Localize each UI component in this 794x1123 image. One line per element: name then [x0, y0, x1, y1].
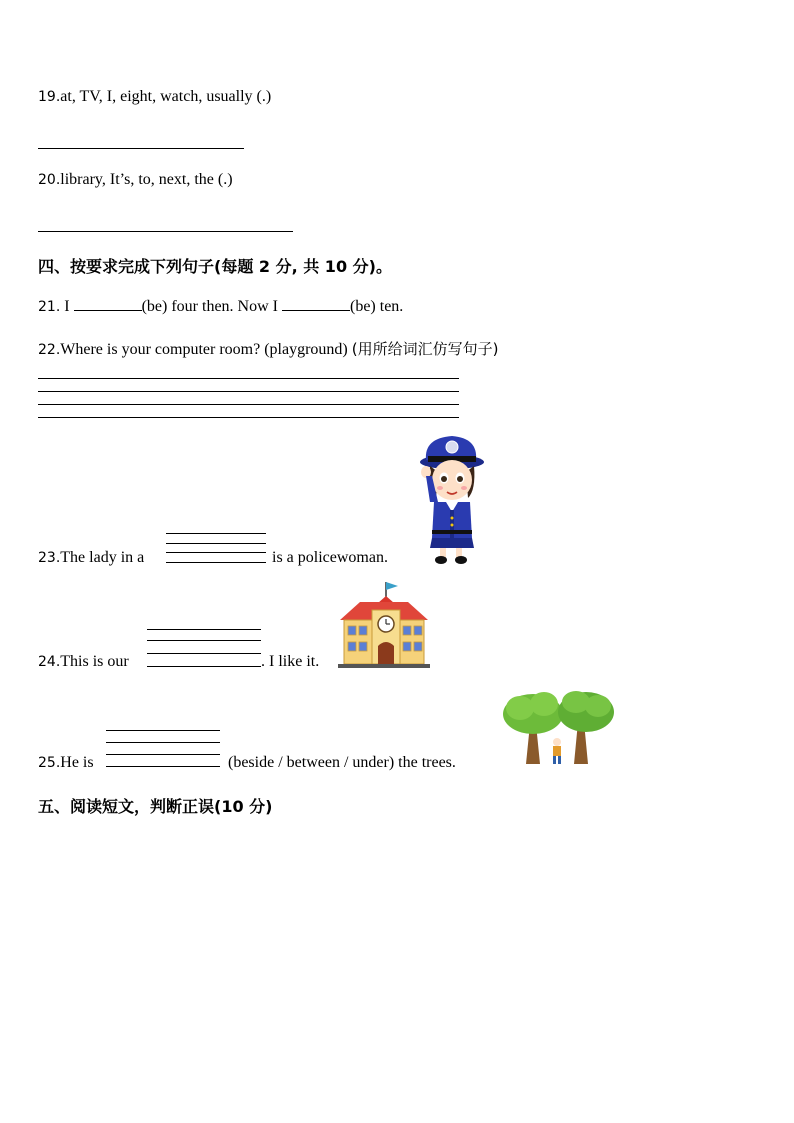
question-text-before: The lady in a	[60, 549, 145, 566]
question-23	[38, 549, 144, 567]
question-22	[38, 338, 498, 359]
question-text-part1: I	[60, 298, 74, 315]
answer-lines-23[interactable]	[166, 530, 266, 564]
question-hint: (用所给词汇仿写句子)	[351, 340, 499, 358]
question-number: 25.	[38, 755, 61, 771]
trees-with-boy-image	[500, 688, 616, 768]
section-5-heading: 五、阅读短文，判断正误(10 分)	[38, 797, 273, 816]
answer-line-19[interactable]	[38, 148, 244, 149]
question-text-before: This is our	[60, 653, 129, 670]
question-number: 24.	[38, 654, 61, 670]
answer-line-22b[interactable]	[38, 391, 459, 392]
question-text: at, TV, I, eight, watch, usually (.)	[60, 88, 272, 105]
question-number: 23.	[38, 550, 61, 566]
policewoman-image	[410, 432, 488, 566]
question-25-after: (beside / between / under) the trees.	[228, 754, 456, 771]
question-number: 20.	[38, 172, 61, 188]
question-text: library, It’s, to, next, the (.)	[60, 171, 233, 188]
question-23-after: is a policewoman.	[272, 549, 388, 566]
school-building-image	[336, 580, 432, 670]
question-21	[38, 296, 403, 316]
question-number: 22.	[38, 342, 61, 358]
question-text: Where is your computer room? (playground)	[60, 341, 352, 358]
question-text-part3: (be) ten.	[350, 298, 404, 315]
question-number: 19.	[38, 89, 61, 105]
section-4-heading: 四、按要求完成下列句子(每题 2 分, 共 10 分)。	[38, 257, 392, 276]
answer-lines-24[interactable]	[147, 626, 261, 668]
question-text-part2: (be) four then. Now I	[141, 298, 282, 315]
question-19	[38, 88, 271, 106]
answer-line-20[interactable]	[38, 231, 293, 232]
question-25	[38, 754, 94, 772]
answer-line-22d[interactable]	[38, 417, 459, 418]
blank-21a[interactable]	[74, 296, 142, 311]
answer-line-22c[interactable]	[38, 404, 459, 405]
answer-line-22a[interactable]	[38, 378, 459, 379]
question-24-after: . I like it.	[261, 653, 320, 670]
question-20	[38, 171, 233, 189]
answer-lines-25[interactable]	[106, 727, 220, 769]
question-number: 21.	[38, 299, 61, 315]
question-24	[38, 653, 129, 671]
question-text-before: He is	[60, 754, 94, 771]
blank-21b[interactable]	[282, 296, 350, 311]
